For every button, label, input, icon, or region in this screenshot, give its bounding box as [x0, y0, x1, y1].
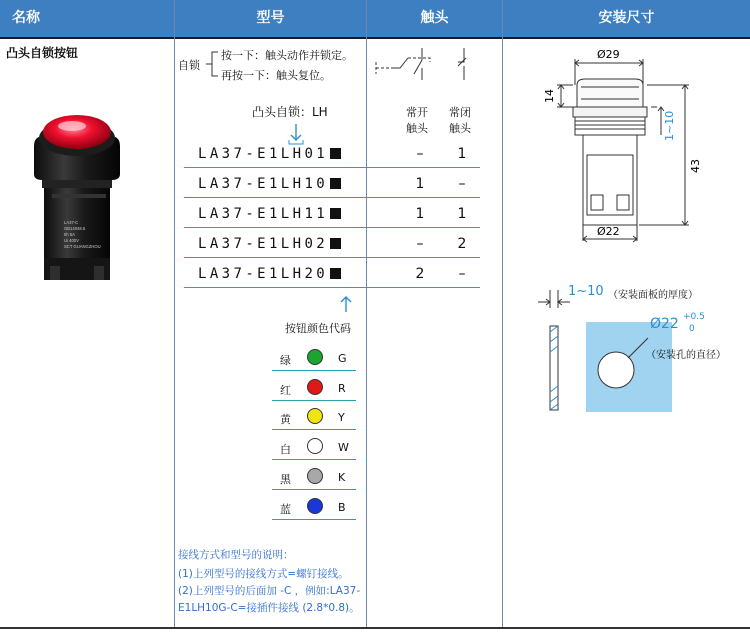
table-row — [184, 265, 480, 288]
color-code: Y — [338, 411, 345, 424]
table-bottom-border — [0, 627, 750, 629]
nc-value: 2 — [457, 236, 467, 252]
model-code — [198, 176, 341, 192]
arrow-up-icon — [336, 294, 356, 314]
device-label-1: LA37-C — [64, 220, 79, 225]
nc-contact-header-2: 触头 — [449, 122, 471, 135]
no-value: 2 — [415, 266, 425, 282]
model-code-text: LA37-E1LH01 — [198, 146, 329, 162]
red-dot-icon — [307, 379, 323, 395]
dim-body-dia: Ø22 — [597, 225, 620, 238]
nc-value: 1 — [457, 206, 467, 222]
color-code: B — [338, 501, 346, 514]
color-name: 黑 — [280, 473, 291, 486]
notes-line3: E1LH10G-C=接插件接线 (2.8*0.8)。 — [178, 602, 360, 614]
header-divider — [0, 37, 750, 39]
color-row — [272, 378, 356, 401]
panel-thickness-note: （安装面板的厚度） — [608, 290, 698, 301]
color-code: W — [338, 441, 349, 454]
color-name: 红 — [280, 384, 291, 397]
color-row — [272, 348, 356, 371]
table-row — [184, 205, 480, 228]
model-code-text: LA37-E1LH02 — [198, 236, 329, 252]
dim-total-height: 43 — [689, 159, 702, 173]
panel-thickness-value: 1~10 — [568, 284, 604, 299]
header-name — [0, 0, 174, 37]
green-dot-icon — [307, 349, 323, 365]
color-name: 蓝 — [280, 503, 291, 516]
black-dot-icon — [307, 468, 323, 484]
hole-dia-value: Ø22 — [650, 316, 679, 332]
model-code-text: LA37-E1LH20 — [198, 266, 329, 282]
nc-value: – — [458, 176, 466, 192]
device-label-4: Ui 400V — [64, 238, 79, 243]
color-name: 黄 — [280, 413, 291, 426]
color-code: R — [338, 382, 346, 395]
device-label-2: GB14048.5 — [64, 226, 86, 231]
self-lock-line1: 按一下：触头动作并锁定。 — [221, 49, 353, 62]
header-dimensions — [503, 0, 750, 37]
model-code-text: LA37-E1LH10 — [198, 176, 329, 192]
table-row — [184, 235, 480, 258]
header-model-label: 型号 — [256, 10, 285, 26]
model-code — [198, 146, 341, 162]
color-row — [272, 407, 356, 430]
notes-line2: (2)上列型号的后面加 -C ，例如:LA37- — [178, 585, 361, 597]
color-code-title: 按钮颜色代码 — [285, 322, 351, 335]
product-photo — [28, 108, 126, 288]
product-name: 凸头自锁按钮 — [6, 46, 79, 60]
model-code-text: LA37-E1LH11 — [198, 206, 329, 222]
color-name: 绿 — [280, 354, 291, 367]
column-divider — [174, 0, 175, 628]
table-row — [184, 175, 480, 198]
column-divider — [502, 0, 503, 628]
notes-title: 接线方式和型号的说明： — [178, 549, 294, 561]
color-placeholder-square — [330, 268, 341, 279]
no-value: – — [416, 146, 424, 162]
device-label-5: SCT GUANGZHOU — [64, 244, 101, 249]
nc-value: 1 — [457, 146, 467, 162]
color-code: K — [338, 471, 346, 484]
no-value: 1 — [415, 176, 425, 192]
dim-top-width: Ø29 — [597, 48, 620, 61]
hole-tol-plus: +0.5 — [683, 312, 705, 322]
color-code: G — [338, 352, 347, 365]
hole-note: （安装孔的直径） — [646, 350, 726, 361]
arrow-down-icon — [286, 122, 306, 146]
table-row — [184, 145, 480, 168]
lh-label: 凸头自锁：LH — [252, 105, 328, 119]
no-contact-header-1: 常开 — [406, 106, 428, 119]
no-value: 1 — [415, 206, 425, 222]
self-lock-line2: 再按一下：触头复位。 — [221, 69, 331, 82]
hole-tol-zero: 0 — [689, 324, 695, 334]
yellow-dot-icon — [307, 408, 323, 424]
model-code — [198, 206, 341, 222]
header-contact — [367, 0, 502, 37]
color-placeholder-square — [330, 238, 341, 249]
color-placeholder-square — [330, 178, 341, 189]
color-placeholder-square — [330, 208, 341, 219]
color-row — [272, 467, 356, 490]
model-code — [198, 236, 341, 252]
nc-value: – — [458, 266, 466, 282]
notes-line1: (1)上列型号的接线方式=螺钉接线。 — [178, 568, 349, 580]
white-dot-icon — [307, 438, 323, 454]
contact-schematic — [370, 44, 480, 84]
model-code — [198, 266, 341, 282]
self-lock-label: 自锁 — [178, 59, 200, 72]
header-contact-label: 触头 — [420, 10, 449, 26]
header-dimensions-label: 安装尺寸 — [598, 10, 655, 26]
no-contact-header-2: 触头 — [406, 122, 428, 135]
dim-head-height: 14 — [543, 89, 556, 103]
header-model — [175, 0, 366, 37]
device-label-3: Ith 5A — [64, 232, 75, 237]
dim-panel-range: 1~10 — [663, 110, 676, 141]
dimension-drawing — [505, 45, 750, 255]
no-value: – — [416, 236, 424, 252]
color-placeholder-square — [330, 148, 341, 159]
bracket-icon — [200, 48, 220, 80]
blue-dot-icon — [307, 498, 323, 514]
nc-contact-header-1: 常闭 — [449, 106, 471, 119]
color-name: 白 — [280, 443, 291, 456]
header-name-label: 名称 — [12, 10, 40, 26]
column-divider — [366, 0, 367, 628]
color-row — [272, 437, 356, 460]
color-row — [272, 497, 356, 520]
